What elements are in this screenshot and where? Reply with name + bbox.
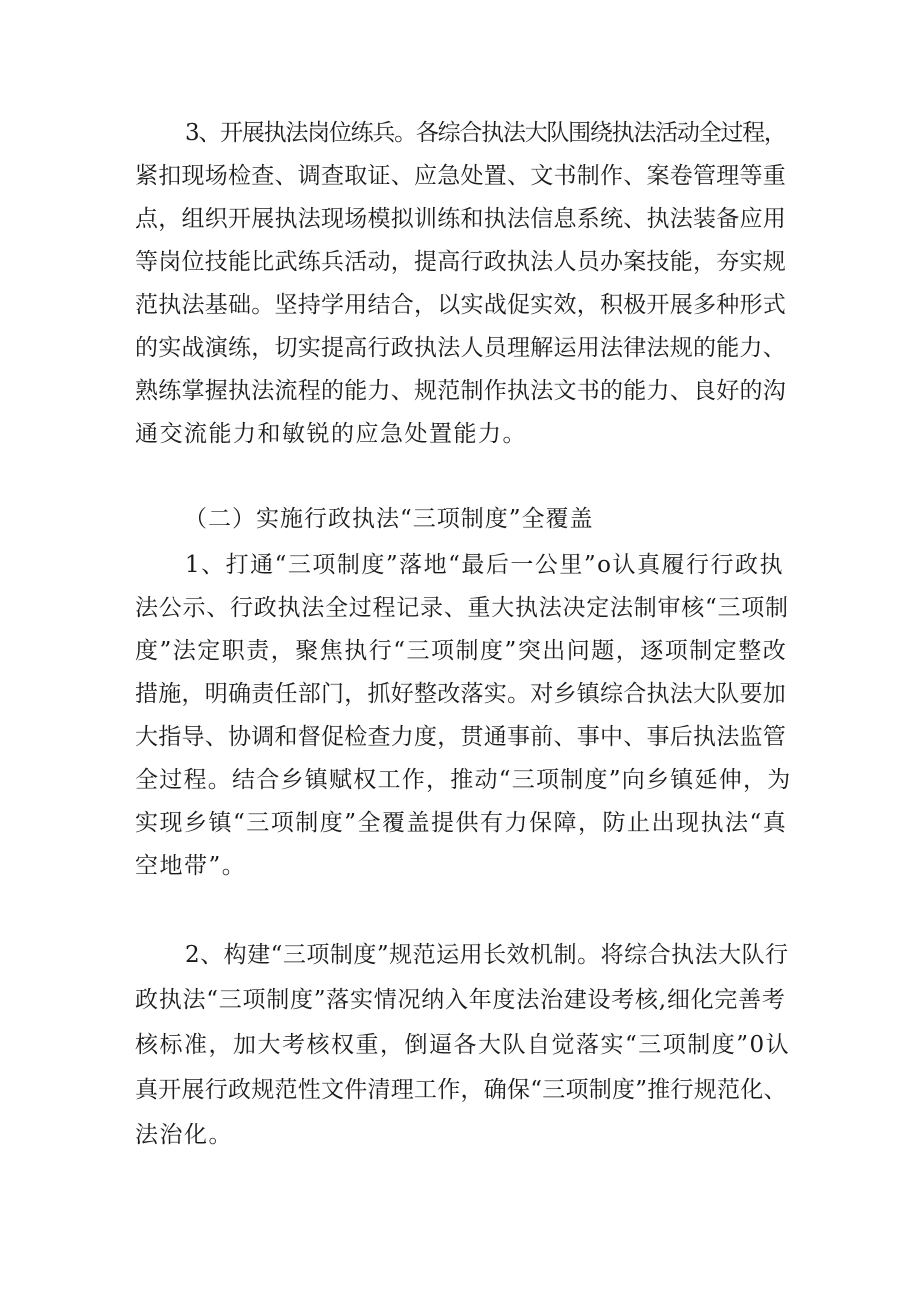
paragraph-2-line-6: 全过程。结合乡镇赋权工作，推动“三项制度”向乡镇延伸，为 [135,767,792,793]
paragraph-1-line-4: 等岗位技能比武练兵活动，提高行政执法人员办案技能，夯实规 [135,249,786,275]
paragraph-1-line-2: 紧扣现场检查、调查取证、应急处置、文书制作、案卷管理等重 [135,163,786,189]
paragraph-2-line-8: 空地带”。 [135,853,247,879]
paragraph-1-line-7: 熟练掌握执法流程的能力、规范制作执法文书的能力、良好的沟 [135,378,786,404]
paragraph-3-line-4: 真开展行政规范性文件清理工作，确保“三项制度”推行规范化、 [135,1077,787,1103]
paragraph-1-line-6: 的实战演练，切实提高行政执法人员理解运用法律法规的能力、 [135,335,786,361]
paragraph-1-line-1: 3、开展执法岗位练兵。各综合执法大队围绕执法活动全过程， [185,120,786,146]
paragraph-2-line-4: 措施，明确责任部门，抓好整改落实。对乡镇综合执法大队要加 [135,681,786,707]
paragraph-2-line-3: 度”法定职责，聚焦执行“三项制度”突出问题，逐项制定整改 [135,638,788,664]
paragraph-3-line-5: 法治化。 [135,1122,233,1148]
paragraph-3-line-2: 政执法“三项制度”落实情况纳入年度法治建设考核,细化完善考 [135,987,786,1013]
paragraph-3-line-3: 核标准，加大考核权重，倒逼各大队自觉落实“三项制度”0认 [135,1032,791,1058]
paragraph-2-line-1: 1、打通“三项制度”落地“最后一公里”o认真履行行政执 [185,552,785,578]
section-heading: （二）实施行政执法“三项制度”全覆盖 [184,506,594,532]
paragraph-3-line-1: 2、构建“三项制度”规范运用长效机制。将综合执法大队行 [185,942,789,968]
paragraph-2-line-5: 大指导、协调和督促检查力度，贯通事前、事中、事后执法监管 [135,724,786,750]
paragraph-2-line-7: 实现乡镇“三项制度”全覆盖提供有力保障，防止出现执法“真 [135,810,788,836]
paragraph-1-line-3: 点，组织开展执法现场模拟训练和执法信息系统、执法装备应用 [135,206,786,232]
paragraph-1-line-8: 通交流能力和敏锐的应急处置能力。 [135,421,527,447]
paragraph-2-line-2: 法公示、行政执法全过程记录、重大执法决定法制审核“三项制 [135,595,789,621]
paragraph-1-line-5: 范执法基础。坚持学用结合，以实战促实效，积极开展多种形式 [135,292,786,318]
